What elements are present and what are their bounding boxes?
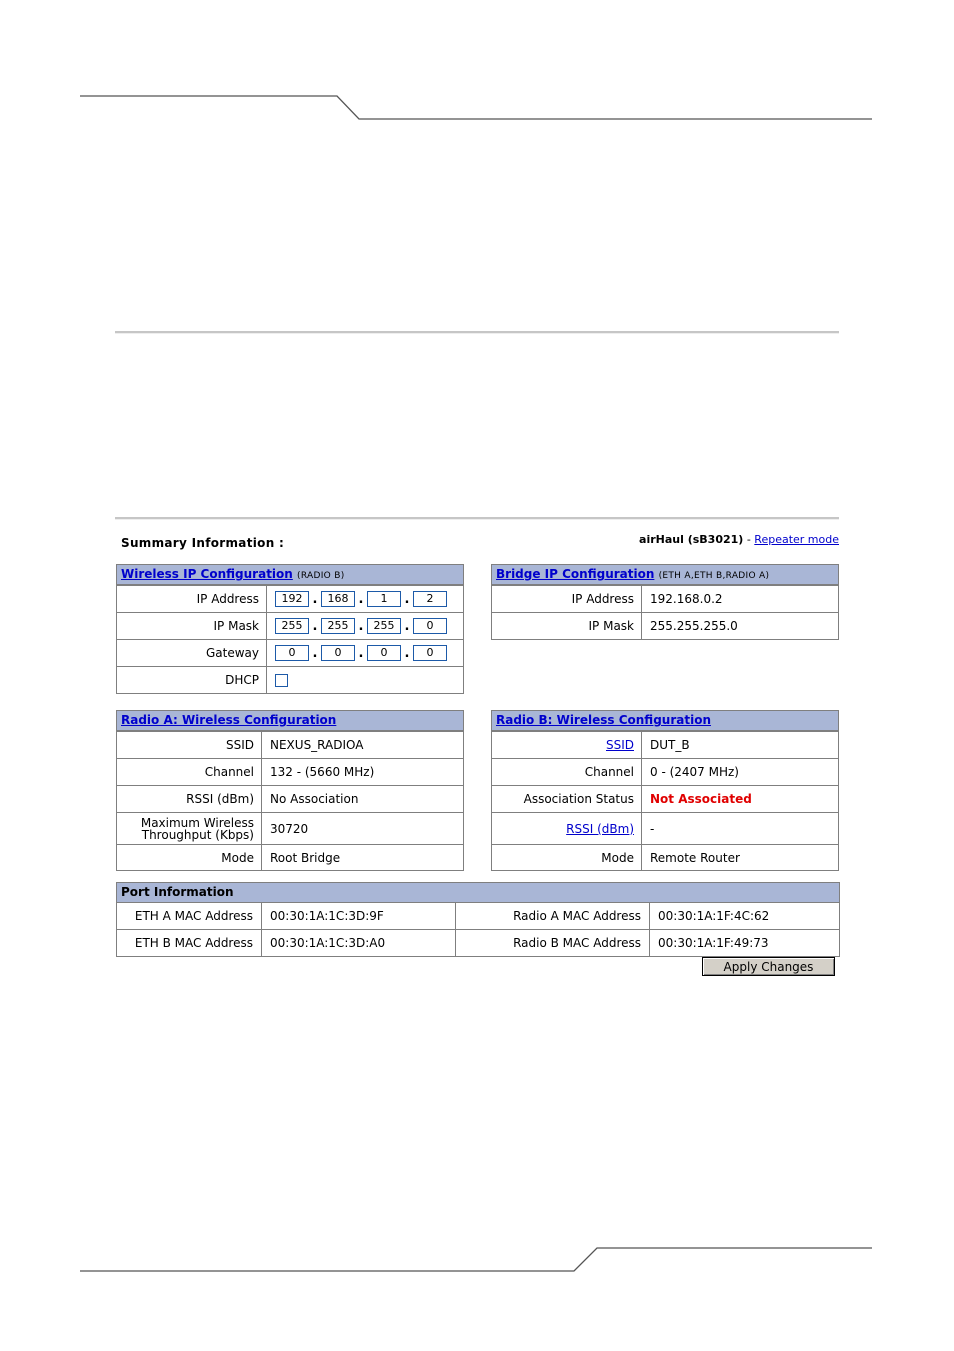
bridge-ip-mask-row <box>492 612 838 639</box>
radio-b-assoc-row <box>492 785 838 812</box>
port-row-1 <box>117 903 839 929</box>
gateway-value <box>267 640 447 666</box>
bridge-ip-address-value: 192.168.0.2 <box>650 592 723 606</box>
gateway-octet-3[interactable] <box>367 645 401 661</box>
radio-a-throughput-value: 30720 <box>270 821 309 836</box>
eth-b-mac-value: 00:30:1A:1C:3D:A0 <box>262 930 456 956</box>
ip-mask-value <box>267 613 447 639</box>
ip-address-group <box>275 591 447 607</box>
wireless-ip-panel <box>116 564 464 694</box>
radio-a-channel-label: Channel <box>117 759 262 785</box>
radio-b-channel-row <box>492 758 838 785</box>
eth-a-mac-label: ETH A MAC Address <box>117 903 262 929</box>
radio-a-mode-row <box>117 844 463 870</box>
mask-octet-4[interactable] <box>413 618 447 634</box>
wireless-ip-config-link[interactable]: Wireless IP Configuration <box>121 567 293 581</box>
wireless-gateway-row <box>117 639 463 666</box>
radio-b-config-link[interactable]: Radio B: Wireless Configuration <box>496 713 711 727</box>
radio-a-ssid-label: SSID <box>117 732 262 758</box>
dhcp-checkbox[interactable] <box>275 674 288 687</box>
radio-a-rssi-value: No Association <box>270 792 359 806</box>
radio-b-panel <box>491 710 839 871</box>
bridge-ip-panel <box>491 564 839 640</box>
gateway-label: Gateway <box>117 640 267 666</box>
ip-dot: . <box>404 591 410 607</box>
radio-a-throughput-label <box>117 813 262 844</box>
gateway-group <box>275 645 447 661</box>
apply-changes-button[interactable]: Apply Changes <box>702 957 835 976</box>
dhcp-value <box>267 667 288 693</box>
radio-a-ssid-row <box>117 731 463 758</box>
ip-dot: . <box>312 618 318 634</box>
ip-mask-label: IP Mask <box>117 613 267 639</box>
bridge-ip-address-row <box>492 585 838 612</box>
radio-a-mode-value: Root Bridge <box>270 850 341 865</box>
ip-dot: . <box>312 591 318 607</box>
radio-b-rssi-row <box>492 812 838 844</box>
divider-screenshot <box>115 517 839 520</box>
ip-dot: . <box>358 591 364 607</box>
radio-b-rssi-label <box>492 813 642 844</box>
bridge-ip-subtitle: (ETH A,ETH B,RADIO A) <box>658 571 770 581</box>
device-name: airHaul (sB3021) <box>639 533 744 546</box>
port-info-panel <box>116 882 840 957</box>
ip-octet-2[interactable] <box>321 591 355 607</box>
radio-b-mode-row <box>492 844 838 870</box>
bridge-ip-config-link[interactable]: Bridge IP Configuration <box>496 567 655 581</box>
mask-octet-3[interactable] <box>367 618 401 634</box>
mask-octet-1[interactable] <box>275 618 309 634</box>
wireless-ip-header <box>117 565 463 585</box>
device-info <box>639 533 839 546</box>
ip-address-label: IP Address <box>117 586 267 612</box>
ip-dot: . <box>404 645 410 661</box>
port-info-header: Port Information <box>117 883 839 903</box>
radio-a-channel-row <box>117 758 463 785</box>
ip-dot: . <box>404 618 410 634</box>
ip-address-value <box>267 586 447 612</box>
summary-title: Summary Information : <box>121 536 285 550</box>
radio-b-ssid-value: DUT_B <box>650 738 690 752</box>
radio-a-throughput-row <box>117 812 463 844</box>
radio-b-channel-value: 0 - (2407 MHz) <box>650 765 739 779</box>
radio-a-rssi-label: RSSI (dBm) <box>117 786 262 812</box>
ip-dot: . <box>312 645 318 661</box>
wireless-ip-mask-row <box>117 612 463 639</box>
bridge-ip-mask-value: 255.255.255.0 <box>650 619 738 633</box>
radio-b-channel-label: Channel <box>492 759 642 785</box>
radio-a-rssi-row <box>117 785 463 812</box>
bridge-ip-mask-label: IP Mask <box>492 613 642 639</box>
repeater-mode-link[interactable]: Repeater mode <box>754 533 839 546</box>
radio-a-panel <box>116 710 464 871</box>
bridge-ip-header <box>492 565 838 585</box>
radio-b-assoc-label: Association Status <box>492 786 642 812</box>
gateway-octet-4[interactable] <box>413 645 447 661</box>
radio-a-channel-value: 132 - (5660 MHz) <box>270 765 375 779</box>
radio-b-rssi-link[interactable]: RSSI (dBm) <box>566 821 634 836</box>
bridge-ip-address-label: IP Address <box>492 586 642 612</box>
radio-a-mode-label: Mode <box>117 845 262 870</box>
radio-b-mac-value: 00:30:1A:1F:49:73 <box>658 936 769 950</box>
radio-a-ssid-value: NEXUS_RADIOA <box>270 738 364 752</box>
throughput-label-line2: Throughput (Kbps) <box>141 827 254 842</box>
mask-octet-2[interactable] <box>321 618 355 634</box>
ip-octet-1[interactable] <box>275 591 309 607</box>
wireless-ip-address-row <box>117 585 463 612</box>
port-row-2 <box>117 929 839 956</box>
radio-b-ssid-label <box>492 732 642 758</box>
divider-top <box>115 331 839 334</box>
eth-b-mac-label: ETH B MAC Address <box>117 930 262 956</box>
radio-b-mode-value: Remote Router <box>650 850 740 865</box>
eth-a-mac-value: 00:30:1A:1C:3D:9F <box>262 903 456 929</box>
radio-b-mac-label: Radio B MAC Address <box>456 930 650 956</box>
radio-b-mode-label: Mode <box>492 845 642 870</box>
radio-a-config-link[interactable]: Radio A: Wireless Configuration <box>121 713 337 727</box>
wireless-ip-subtitle: (RADIO B) <box>297 571 345 581</box>
radio-a-header <box>117 711 463 731</box>
ip-dot: . <box>358 618 364 634</box>
dhcp-label: DHCP <box>117 667 267 693</box>
wireless-dhcp-row <box>117 666 463 693</box>
throughput-label-line1: Maximum Wireless <box>140 815 254 830</box>
radio-a-mac-label: Radio A MAC Address <box>456 903 650 929</box>
gateway-octet-2[interactable] <box>321 645 355 661</box>
radio-b-header <box>492 711 838 731</box>
radio-b-assoc-status: Not Associated <box>650 792 752 806</box>
radio-b-rssi-value: - <box>650 821 655 836</box>
ip-octet-3[interactable] <box>367 591 401 607</box>
radio-a-mac-value: 00:30:1A:1F:4C:62 <box>658 909 770 923</box>
ip-mask-group <box>275 618 447 634</box>
radio-b-ssid-link[interactable]: SSID <box>605 738 634 752</box>
ip-octet-4[interactable] <box>413 591 447 607</box>
device-separator: - <box>743 533 755 546</box>
ip-dot: . <box>358 645 364 661</box>
radio-b-ssid-row <box>492 731 838 758</box>
gateway-octet-1[interactable] <box>275 645 309 661</box>
